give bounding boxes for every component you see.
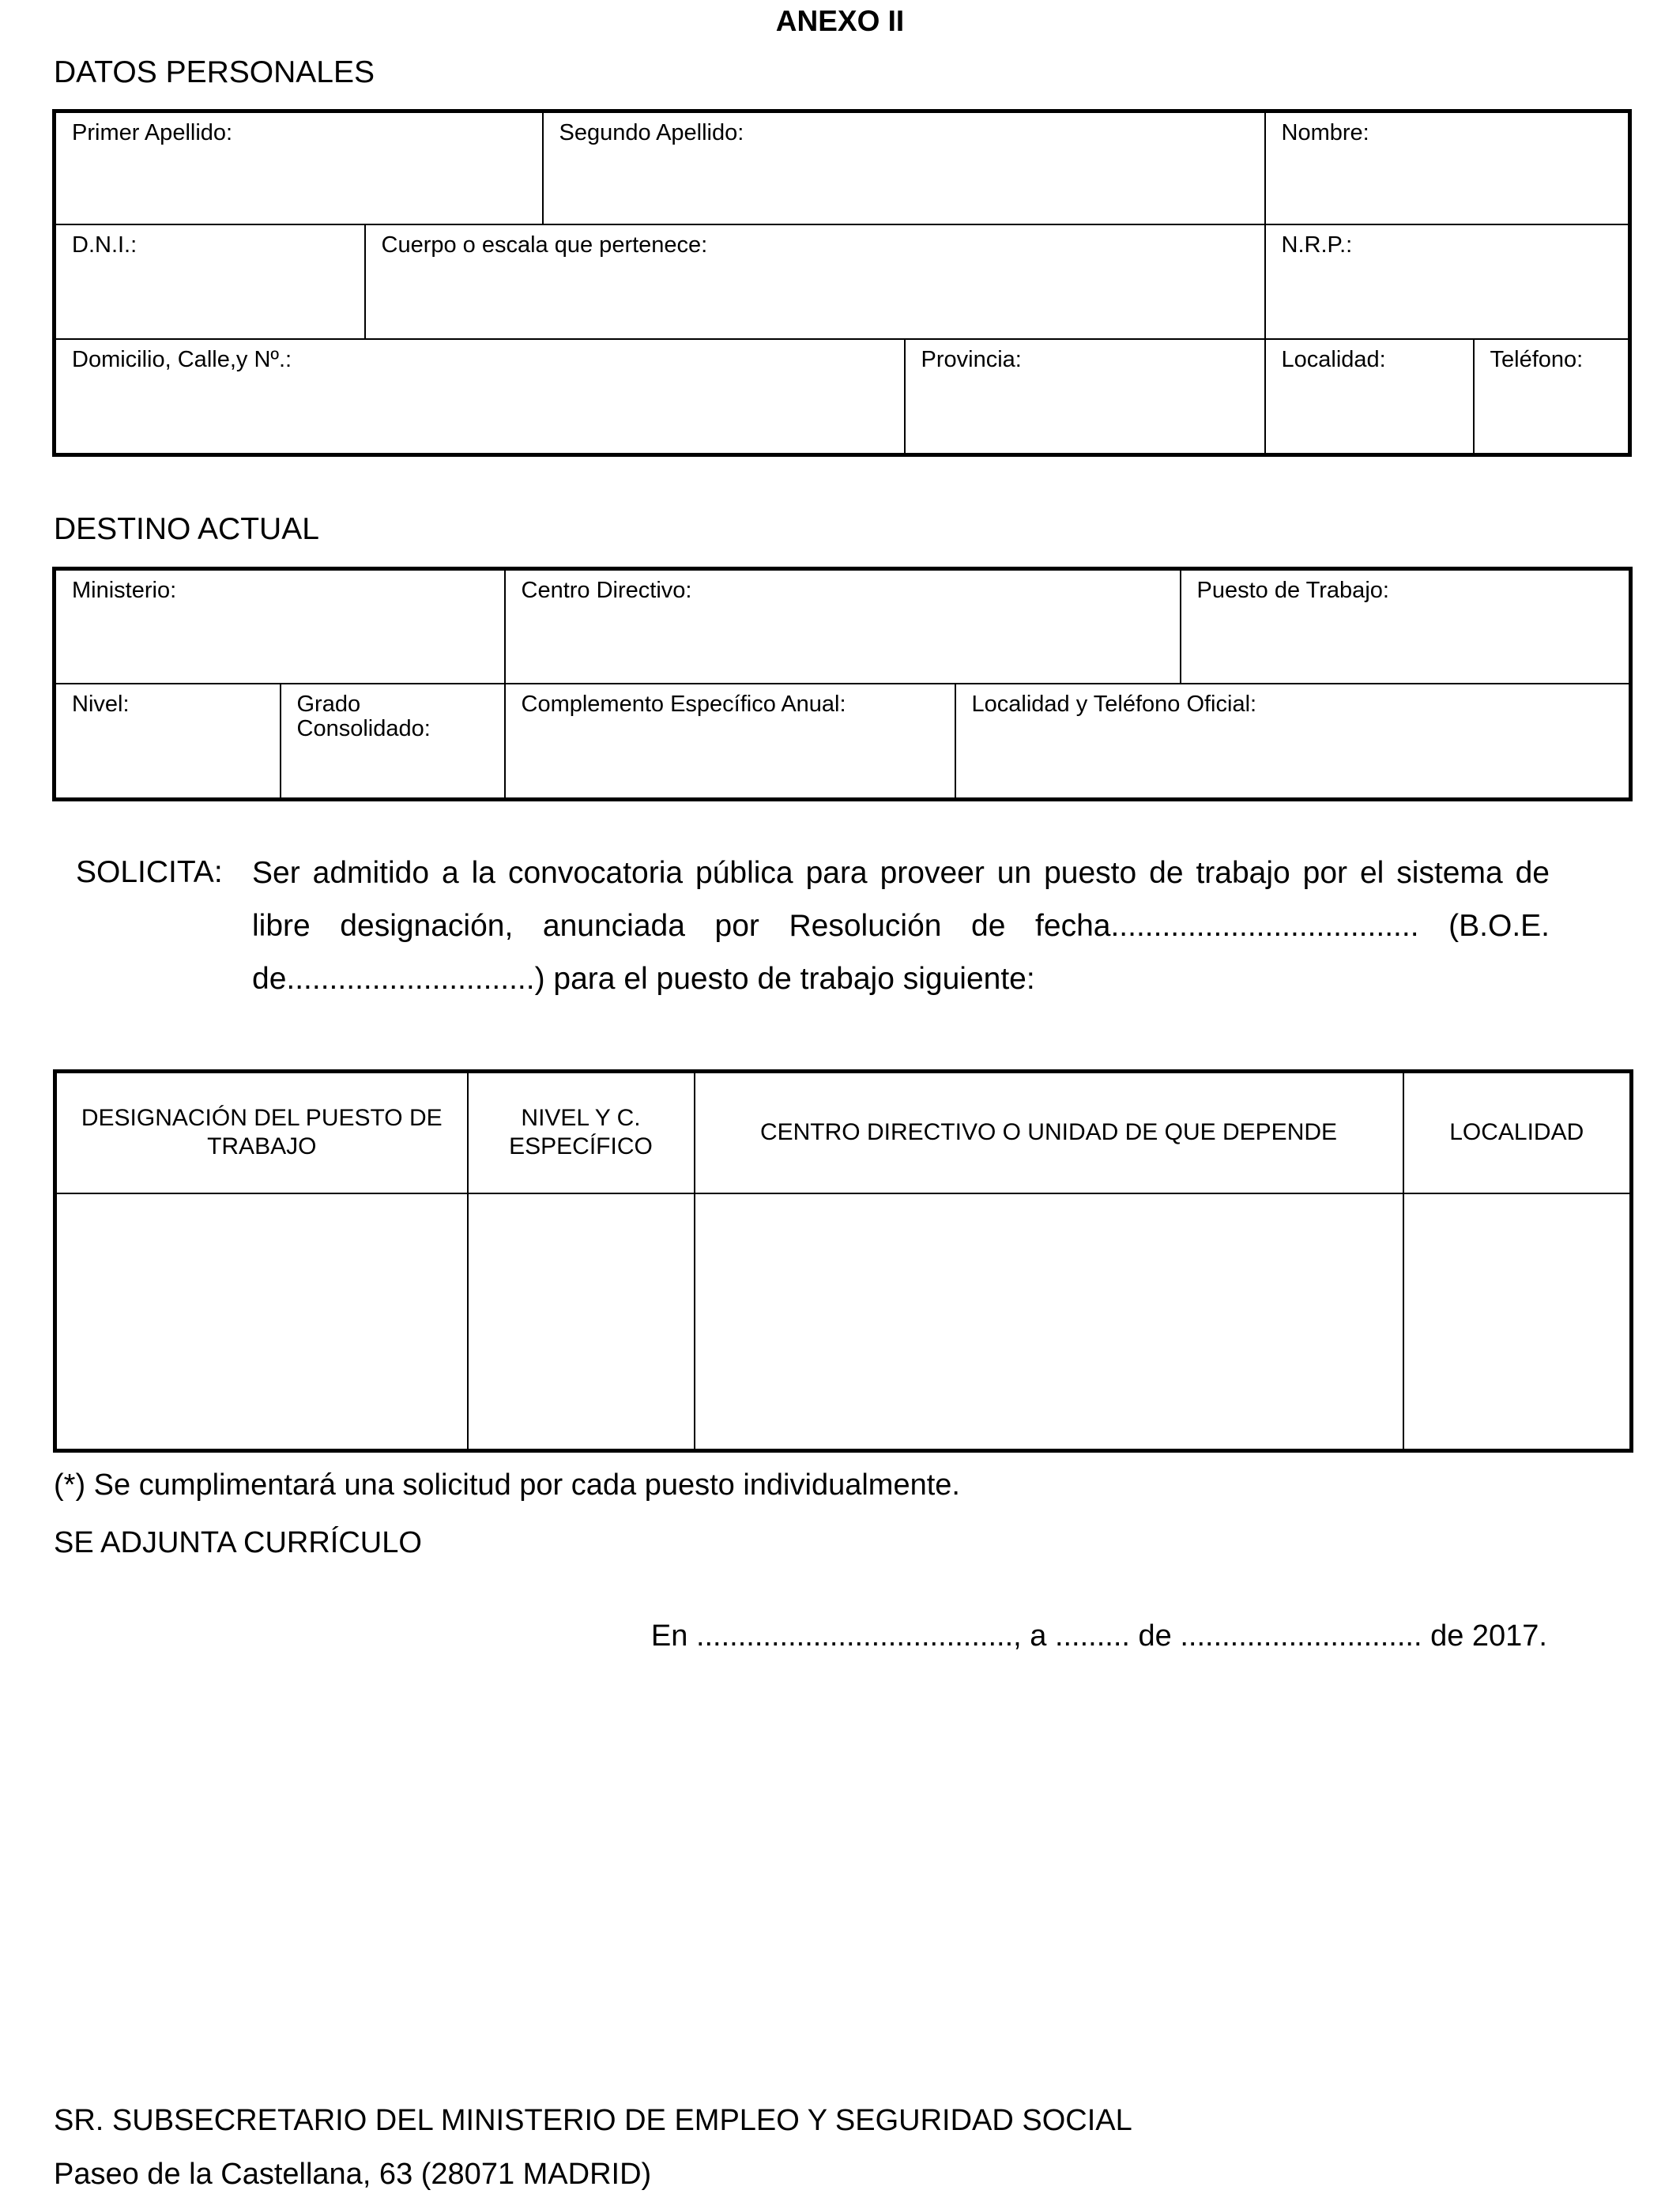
note-text: (*) Se cumplimentará una solicitud por cada puesto individualmente. — [54, 1468, 960, 1502]
field-dni[interactable]: D.N.I.: — [55, 224, 365, 339]
puesto-cell-nivel[interactable] — [468, 1193, 695, 1451]
field-grado-consolidado[interactable]: Grado Consolidado: — [281, 684, 505, 800]
field-cuerpo-escala[interactable]: Cuerpo o escala que pertenece: — [365, 224, 1265, 339]
puesto-table — [53, 1069, 1633, 1453]
field-nivel[interactable]: Nivel: — [55, 684, 281, 800]
field-complemento-especifico[interactable]: Complemento Específico Anual: — [505, 684, 955, 800]
field-provincia[interactable]: Provincia: — [905, 339, 1265, 455]
datos-personales-table — [52, 109, 1632, 457]
adjunta-curriculo: SE ADJUNTA CURRÍCULO — [54, 1526, 422, 1559]
field-nombre[interactable]: Nombre: — [1265, 111, 1630, 224]
field-segundo-apellido[interactable]: Segundo Apellido: — [543, 111, 1265, 224]
puesto-cell-designacion[interactable] — [55, 1193, 468, 1451]
destino-actual-table — [52, 567, 1633, 801]
puesto-header-nivel: NIVEL Y C. ESPECÍFICO — [468, 1072, 695, 1193]
destino-actual-heading: DESTINO ACTUAL — [54, 512, 319, 546]
field-localidad[interactable]: Localidad: — [1265, 339, 1474, 455]
field-primer-apellido[interactable]: Primer Apellido: — [55, 111, 543, 224]
field-domicilio[interactable]: Domicilio, Calle,y Nº.: — [55, 339, 905, 455]
document-title: ANEXO II — [775, 5, 905, 37]
solicita-text: Ser admitido a la convocatoria pública para proveer un puesto de trabajo por el sistema de libre designación, anunciada por Resolución de fecha.................................... (B.O.E. de.............................) para el puesto de trabajo siguiente: — [252, 856, 1550, 996]
field-centro-directivo[interactable]: Centro Directivo: — [505, 569, 1181, 684]
puesto-cell-localidad[interactable] — [1403, 1193, 1632, 1451]
field-puesto-trabajo[interactable]: Puesto de Trabajo: — [1181, 569, 1631, 684]
field-localidad-telefono-oficial[interactable]: Localidad y Teléfono Oficial: — [955, 684, 1631, 800]
puesto-cell-centro[interactable] — [695, 1193, 1403, 1451]
destinatario-line2: Paseo de la Castellana, 63 (28071 MADRID) — [54, 2158, 652, 2191]
fecha-line: En ......................................, a ......... de ............................. de 2017. — [650, 1619, 1547, 1653]
puesto-header-centro: CENTRO DIRECTIVO O UNIDAD DE QUE DEPENDE — [695, 1072, 1403, 1193]
puesto-header-designacion: DESIGNACIÓN DEL PUESTO DE TRABAJO — [55, 1072, 468, 1193]
puesto-header-localidad: LOCALIDAD — [1403, 1072, 1632, 1193]
solicita-label: SOLICITA: — [76, 855, 223, 889]
field-telefono[interactable]: Teléfono: — [1474, 339, 1630, 455]
field-nrp[interactable]: N.R.P.: — [1265, 224, 1630, 339]
field-ministerio[interactable]: Ministerio: — [55, 569, 505, 684]
destinatario-line1: SR. SUBSECRETARIO DEL MINISTERIO DE EMPLEO Y SEGURIDAD SOCIAL — [54, 2104, 1132, 2137]
datos-personales-heading: DATOS PERSONALES — [54, 55, 375, 89]
